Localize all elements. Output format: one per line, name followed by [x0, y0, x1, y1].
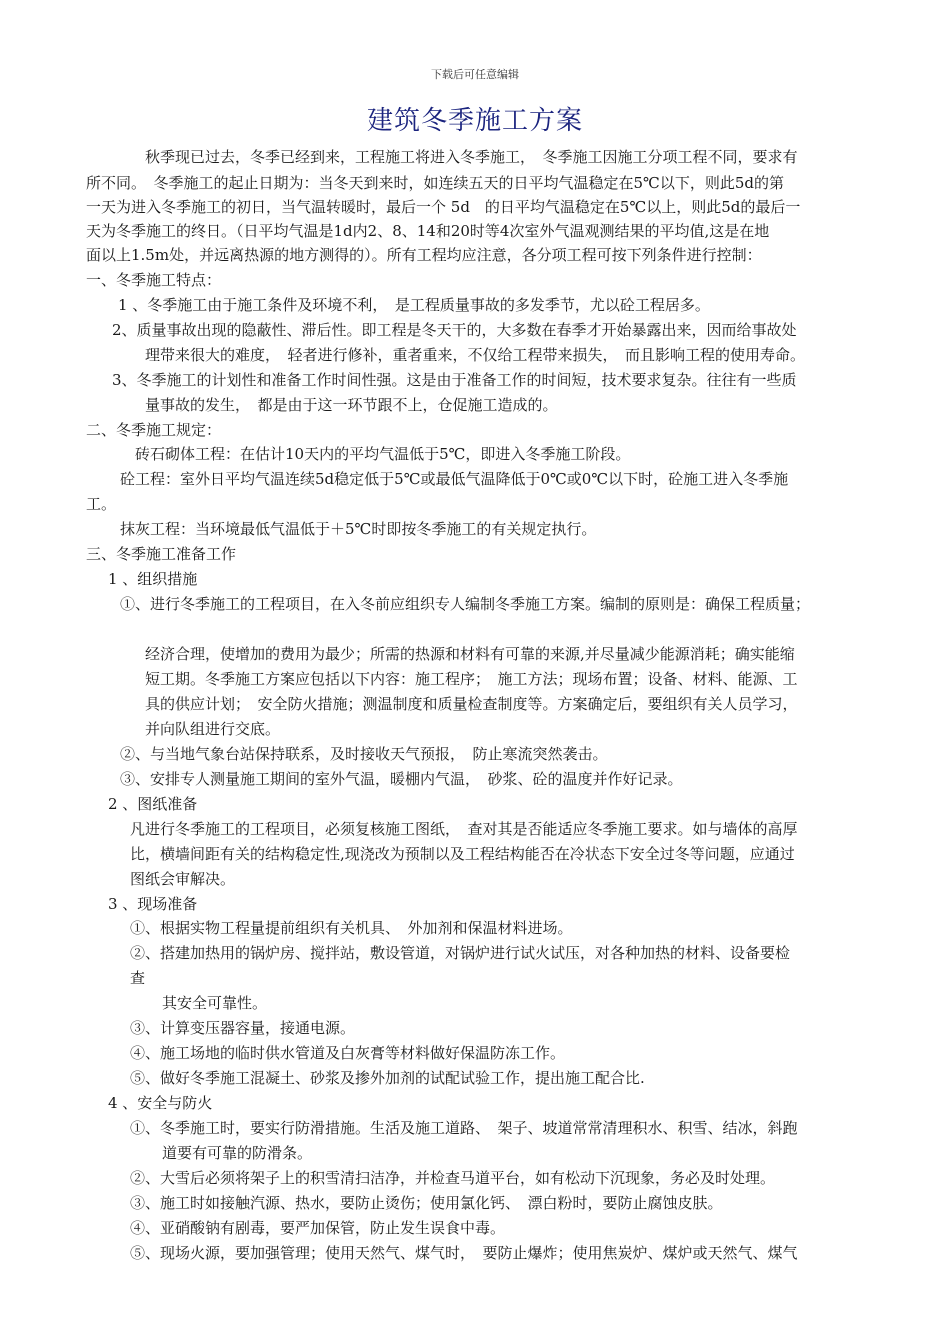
- list-item-continuation: 道要有可靠的防滑条。: [162, 1144, 313, 1162]
- list-item-continuation: 并向队组进行交底。: [145, 720, 281, 738]
- paragraph-line: 凡进行冬季施工的工程项目，必须复核施工图纸， 查对其是否能适应冬季施工要求。如与墙体的高厚: [130, 820, 798, 838]
- subsection-heading: 4 、安全与防火: [108, 1094, 213, 1112]
- intro-line: 所不同。 冬季施工的起止日期为：当冬天到来时，如连续五天的日平均气温稳定在5℃以下，则此5d的第: [86, 174, 784, 192]
- list-item: ③、安排专人测量施工期间的室外气温，暖棚内气温， 砂浆、砼的温度并作好记录。: [120, 770, 683, 788]
- section-heading: 一、冬季施工特点：: [86, 271, 222, 289]
- list-item: ②、与当地气象台站保持联系，及时接收天气预报， 防止寒流突然袭击。: [120, 745, 608, 763]
- list-item: ③、施工时如接触汽源、热水，要防止烫伤；使用氯化钙、 漂白粉时，要防止腐蚀皮肤。: [130, 1194, 723, 1212]
- paragraph-line: 图纸会审解决。: [130, 870, 236, 888]
- list-item-continuation: 量事故的发生， 都是由于这一环节跟不上，仓促施工造成的。: [145, 396, 558, 414]
- subsection-heading: 1 、组织措施: [108, 570, 198, 588]
- paragraph-line: 砼工程：室外日平均气温连续5d稳定低于5℃或最低气温降低于0℃或0℃以下时，砼施工进入冬季施: [120, 470, 789, 488]
- list-item: 3、冬季施工的计划性和准备工作时间性强。这是由于准备工作的时间短，技术要求复杂。往往有一些质: [112, 371, 797, 389]
- section-heading: 二、冬季施工规定：: [86, 421, 222, 439]
- paragraph-line: 比，横墙间距有关的结构稳定性,现浇改为预制以及工程结构能否在冷状态下安全过冬等问题，应通过: [130, 845, 795, 863]
- list-item-continuation: 具的供应计划； 安全防火措施；测温制度和质量检查制度等。方案确定后，要组织有关人员学习，: [145, 695, 798, 713]
- list-item: ⑤、做好冬季施工混凝土、砂浆及掺外加剂的试配试验工作，提出施工配合比.: [130, 1069, 645, 1087]
- list-item: ②、搭建加热用的锅炉房、搅拌站，敷设管道，对锅炉进行试火试压，对各种加热的材料、设备要检: [130, 944, 791, 962]
- subsection-heading: 3 、现场准备: [108, 895, 198, 913]
- header-note: 下载后可任意编辑: [431, 68, 519, 81]
- list-item: ①、根据实物工程量提前组织有关机具、 外加剂和保温材料进场。: [130, 919, 573, 937]
- intro-line: 天为冬季施工的终日。（日平均气温是1d内2、8、14和20时等4次室外气温观测结果的平均值,这是在地: [86, 222, 770, 240]
- list-item: 2、质量事故出现的隐蔽性、滞后性。即工程是冬天干的，大多数在春季才开始暴露出来，因而给事故处: [112, 321, 797, 339]
- paragraph-line: 抹灰工程：当环境最低气温低于＋5℃时即按冬季施工的有关规定执行。: [120, 520, 597, 538]
- list-item: ③、计算变压器容量，接通电源。: [130, 1019, 356, 1037]
- list-item: ④、亚硝酸钠有剧毒，要严加保管，防止发生误食中毒。: [130, 1219, 506, 1237]
- list-item-continuation: 经济合理，使增加的费用为最少；所需的热源和材料有可靠的来源,并尽量减少能源消耗；确实能缩: [145, 645, 795, 663]
- list-item-continuation: 其安全可靠性。: [162, 994, 268, 1012]
- list-item: 1 、冬季施工由于施工条件及环境不利， 是工程质量事故的多发季节，尤以砼工程居多。: [118, 296, 710, 314]
- list-item: ④、施工场地的临时供水管道及白灰膏等材料做好保温防冻工作。: [130, 1044, 566, 1062]
- section-heading: 三、冬季施工准备工作: [86, 545, 237, 563]
- intro-line: 秋季现已过去，冬季已经到来，工程施工将进入冬季施工， 冬季施工因施工分项工程不同，要求有: [145, 148, 798, 166]
- intro-line: 面以上1.5m处，并远离热源的地方测得的）。所有工程均应注意，各分项工程可按下列条件进行控制：: [86, 246, 762, 264]
- list-item: ①、冬季施工时，要实行防滑措施。生活及施工道路、 架子、坡道常常清理积水、积雪、结冰，斜跑: [130, 1119, 798, 1137]
- list-item: ②、大雪后必须将架子上的积雪清扫洁净，并检查马道平台，如有松动下沉现象，务必及时处理。: [130, 1169, 776, 1187]
- list-item: ①、进行冬季施工的工程项目，在入冬前应组织专人编制冬季施工方案。编制的原则是：确保工程质量；: [120, 595, 811, 613]
- list-item-continuation: 短工期。冬季施工方案应包括以下内容：施工程序； 施工方法；现场布置；设备、材料、能源、工: [145, 670, 798, 688]
- list-item-continuation: 查: [130, 969, 146, 987]
- paragraph-line: 工。: [86, 495, 117, 513]
- list-item-continuation: 理带来很大的难度， 轻者进行修补，重者重来，不仅给工程带来损失， 而且影响工程的使用寿命。: [145, 346, 806, 364]
- subsection-heading: 2 、图纸准备: [108, 795, 198, 813]
- paragraph-line: 砖石砌体工程：在估计10天内的平均气温低于5℃，即进入冬季施工阶段。: [135, 445, 631, 463]
- document-title: 建筑冬季施工方案: [366, 106, 583, 136]
- intro-line: 一天为进入冬季施工的初日，当气温转暖时，最后一个 5d 的日平均气温稳定在5℃以上，则此5d的最后一: [86, 198, 801, 216]
- list-item: ⑤、现场火源，要加强管理；使用天然气、煤气时， 要防止爆炸；使用焦炭炉、煤炉或天然气、煤气: [130, 1244, 798, 1262]
